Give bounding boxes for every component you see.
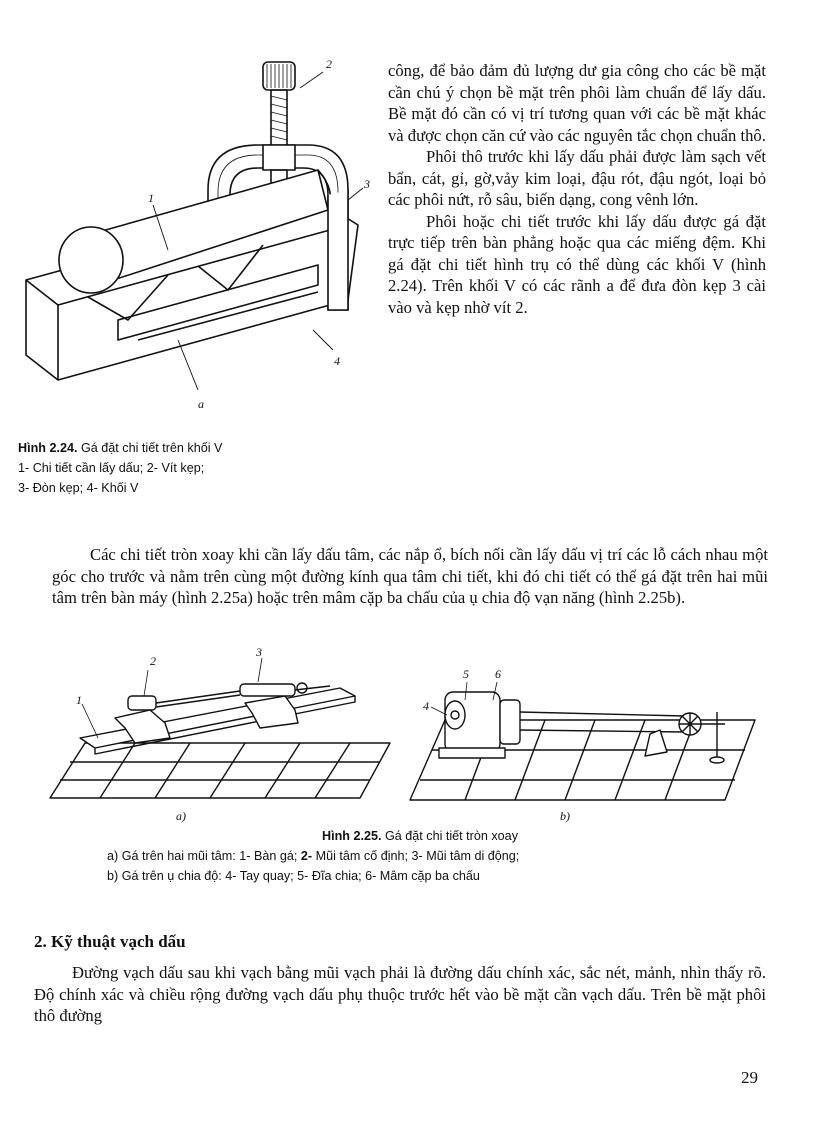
fig224-label-2: 2 — [326, 57, 332, 71]
fig225a-label-1: 1 — [76, 693, 82, 707]
fig225a-sublabel: a) — [176, 809, 186, 823]
paragraph-continuation: công, để bảo đảm đủ lượng dư gia công cho các bề mặt cần chú ý chọn bề mặt trên phôi làm chuẩn để lấy dấu. Bề mặt đó cần có vị trí tương quan với các bề mặt khác và được chọn căn cứ vào các nguyên tắc chọn chuẩn thô. — [388, 61, 766, 145]
paragraph-rotating-parts: Các chi tiết tròn xoay khi cần lấy dấu tâm, các nắp ổ, bích nối cần lấy dấu vị trí các lỗ cách nhau một góc cho trước và nằm trên cùng một đường kính qua tâm chi tiết, khi đó chi tiết có thể gá đặt trên hai mũi tâm trên bàn máy (hình 2.25a) hoặc trên mâm cặp ba chấu của ụ chia độ vạn năng (hình 2.25b). — [52, 545, 768, 607]
section-paragraph: Đường vạch dấu sau khi vạch bằng mũi vạch phải là đường dấu chính xác, sắc nét, mảnh, nhìn thấy rõ. Độ chính xác và chiều rộng đường vạch dấu phụ thuộc trước hết vào bề mặt cần vạch dấu. Trên bề mặt phôi thô đường — [34, 963, 766, 1025]
fig224-label-3: 3 — [364, 177, 370, 191]
figure-2-25-legend-b: b) Gá trên ụ chia độ: 4- Tay quay; 5- Đĩa chia; 6- Mâm cặp ba chấu — [107, 869, 480, 883]
figure-2-24-legend-2: 3- Đòn kẹp; 4- Khối V — [18, 481, 139, 495]
figure-2-25-title: Hình 2.25. Gá đặt chi tiết tròn xoay — [321, 829, 518, 843]
figure-2-25-caption — [0, 826, 816, 886]
fig225b-label-6: 6 — [495, 667, 501, 681]
paragraph-fixture: Phôi hoặc chi tiết trước khi lấy dấu được gá đặt trực tiếp trên bàn phẳng hoặc qua các miếng đệm. Khi gá đặt chi tiết hình trụ có thể dùng các khối V (hình 2.24). Trên khối V có các rãnh a để đưa đòn kẹp 3 cài vào và kẹp nhờ vít 2. — [388, 211, 766, 317]
fig224-label-4: 4 — [334, 354, 340, 368]
right-column-text — [388, 60, 766, 318]
paragraph-cleaning: Phôi thô trước khi lấy dấu phải được làm sạch vết bẩn, cát, gỉ, gờ,vảy kim loại, đậu rót, đậu ngót, loại bỏ các phôi nứt, rỗ sâu, biến dạng, cong vênh lớn. — [388, 147, 766, 209]
figure-2-24-v-block-drawing — [18, 50, 378, 420]
figure-2-24-caption — [18, 438, 378, 498]
fig225b-sublabel: b) — [560, 809, 570, 823]
figure-2-24-legend-1: 1- Chi tiết cần lấy dấu; 2- Vít kẹp; — [18, 461, 205, 475]
fig225b-label-5: 5 — [463, 667, 469, 681]
fig225b-label-4: 4 — [423, 699, 429, 713]
fig225a-label-2: 2 — [150, 654, 156, 668]
figure-2-25a-centers-drawing — [40, 648, 400, 828]
figure-2-25-legend-a: a) Gá trên hai mũi tâm: 1- Bàn gá; 2- Mũi tâm cố định; 3- Mũi tâm di động; — [107, 849, 520, 863]
fig225a-label-3: 3 — [256, 648, 262, 659]
figure-2-25b-dividing-head-drawing — [405, 660, 765, 828]
page-number: 29 — [741, 1068, 758, 1087]
fig224-label-a: a — [198, 397, 204, 411]
fig224-label-1: 1 — [148, 191, 154, 205]
figure-2-24-title: Hình 2.24. Gá đặt chi tiết trên khối V — [18, 441, 223, 455]
section-heading: 2. Kỹ thuật vạch dấu — [34, 932, 186, 951]
